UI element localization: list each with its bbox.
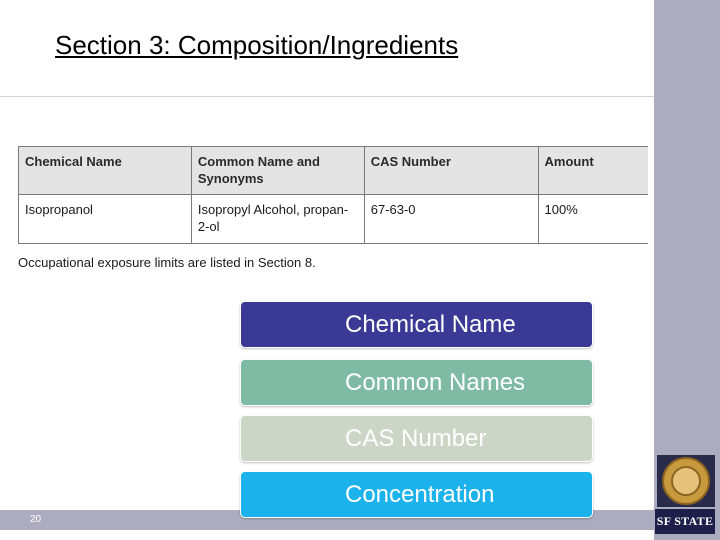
table-header-amount: Amount bbox=[538, 147, 648, 195]
table-cell: Isopropyl Alcohol, propan-2-ol bbox=[191, 195, 364, 244]
table-header-common-name: Common Name and Synonyms bbox=[191, 147, 364, 195]
table-row bbox=[19, 195, 649, 244]
page-number: 20 bbox=[30, 514, 42, 525]
composition-table bbox=[18, 146, 648, 244]
seal-inner-ring bbox=[671, 466, 701, 496]
table-header-cas-number: CAS Number bbox=[364, 147, 538, 195]
exposure-limits-note: Occupational exposure limits are listed in Section 8. bbox=[18, 255, 316, 270]
table-header-chemical-name: Chemical Name bbox=[19, 147, 192, 195]
university-seal-icon bbox=[657, 455, 715, 507]
table-header-row bbox=[19, 147, 649, 195]
table-cell: 67-63-0 bbox=[364, 195, 538, 244]
table-cell: 100% bbox=[538, 195, 648, 244]
stack-item-concentration: Concentration bbox=[240, 471, 593, 518]
slide-title: Section 3: Composition/Ingredients bbox=[55, 30, 459, 60]
sf-state-logo: SF STATE bbox=[655, 509, 715, 534]
seal-outer-ring bbox=[662, 457, 710, 505]
table-cell: Isopropanol bbox=[19, 195, 192, 244]
title-divider bbox=[0, 96, 654, 97]
stack-item-common-names: Common Names bbox=[240, 359, 593, 406]
stack-item-chemical-name: Chemical Name bbox=[240, 301, 593, 348]
stack-item-cas-number: CAS Number bbox=[240, 415, 593, 462]
